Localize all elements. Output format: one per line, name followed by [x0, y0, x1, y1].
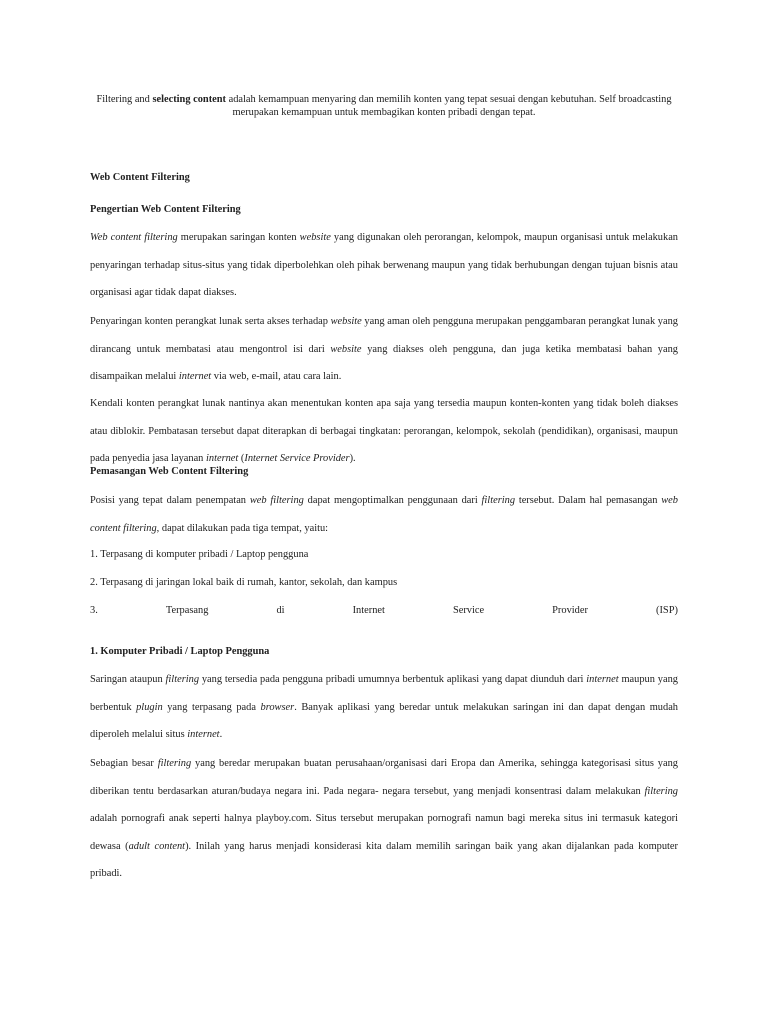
list-item-justified: 3. Terpasang di Internet Service Provider (ISP): [90, 605, 678, 616]
list-item: 2. Terpasang di jaringan lokal baik di rumah, kantor, sekolah, dan kampus: [90, 577, 398, 588]
paragraph-saringan: Saringan ataupun filtering yang tersedia pada pengguna pribadi umumnya berbentuk aplikasi yang dapat diunduh dari internet maupun yang berbentuk plugin yang terpasang pada browser. Banyak aplikasi yang beredar untuk melakukan saringan ini dan dapat dengan mudah diperoleh melalui situs internet.: [90, 674, 678, 740]
intro-text-rest: adalah kemampuan menyaring dan memilih konten yang tepat sesuai dengan kebutuhan. Self broadcasting merupakan kemampuan untuk membagikan konten pribadi dengan tepat.: [226, 94, 672, 118]
list-item: 1. Terpasang di komputer pribadi / Laptop pengguna: [90, 549, 309, 560]
intro-bold-text: selecting content: [152, 94, 227, 105]
intro-paragraph: [90, 93, 678, 119]
heading-pengertian: Pengertian Web Content Filtering: [90, 204, 241, 215]
heading-pemasangan: Pemasangan Web Content Filtering: [90, 466, 249, 477]
heading-komputer-pribadi: 1. Komputer Pribadi / Laptop Pengguna: [90, 646, 270, 657]
paragraph-penyaringan: Penyaringan konten perangkat lunak serta akses terhadap website yang aman oleh pengguna merupakan penggambaran perangkat lunak yang dirancang untuk membatasi atau mengontrol isi dari website yang diakses oleh pengguna, dan juga ketika membatasi bahan yang disampaikan melalui internet via web, e-mail, atau cara lain.: [90, 316, 679, 382]
intro-text: Filtering and: [96, 94, 153, 105]
paragraph-sebagian-besar: Sebagian besar filtering yang beredar merupakan buatan perusahaan/organisasi dari Eropa dan Amerika, sehingga kategorisasi situs yang diberikan tentu berdasarkan aturan/budaya negara ini. Pada negara- negara tersebut, yang menjadi konsentrasi dalam melakukan filtering adalah pornografi anak seperti halnya playboy.com. Situs tersebut merupakan pornografi namun bagi mereka situs ini termasuk kategori dewasa (adult content). Inilah yang harus menjadi konsiderasi kita dalam memilih saringan baik yang akan dijalankan pada komputer pribadi.: [90, 758, 679, 879]
paragraph-kendali: Kendali konten perangkat lunak nantinya akan menentukan konten apa saja yang tersedia maupun konten-konten yang tidak boleh diakses atau diblokir. Pembatasan tersebut dapat diterapkan di berbagai tingkatan: perorangan, kelompok, sekolah (pendidikan), organisasi, maupun pada penyedia jasa layanan internet (Internet Service Provider).: [90, 398, 678, 464]
paragraph-definition: Web content filtering merupakan saringan konten website yang digunakan oleh perorangan, kelompok, maupun organisasi untuk melakukan penyaringan terhadap situs-situs yang tidak diperbolehkan oleh pihak berwenang maupun yang tidak berhubungan dengan tujuan bisnis atau organisasi agar tidak dapat diakses.: [90, 232, 678, 298]
paragraph-posisi: Posisi yang tepat dalam penempatan web filtering dapat mengoptimalkan penggunaan dari filtering tersebut. Dalam hal pemasangan web content filtering, dapat dilakukan pada tiga tempat, yaitu:: [90, 495, 678, 534]
heading-web-content-filtering: Web Content Filtering: [90, 172, 190, 183]
